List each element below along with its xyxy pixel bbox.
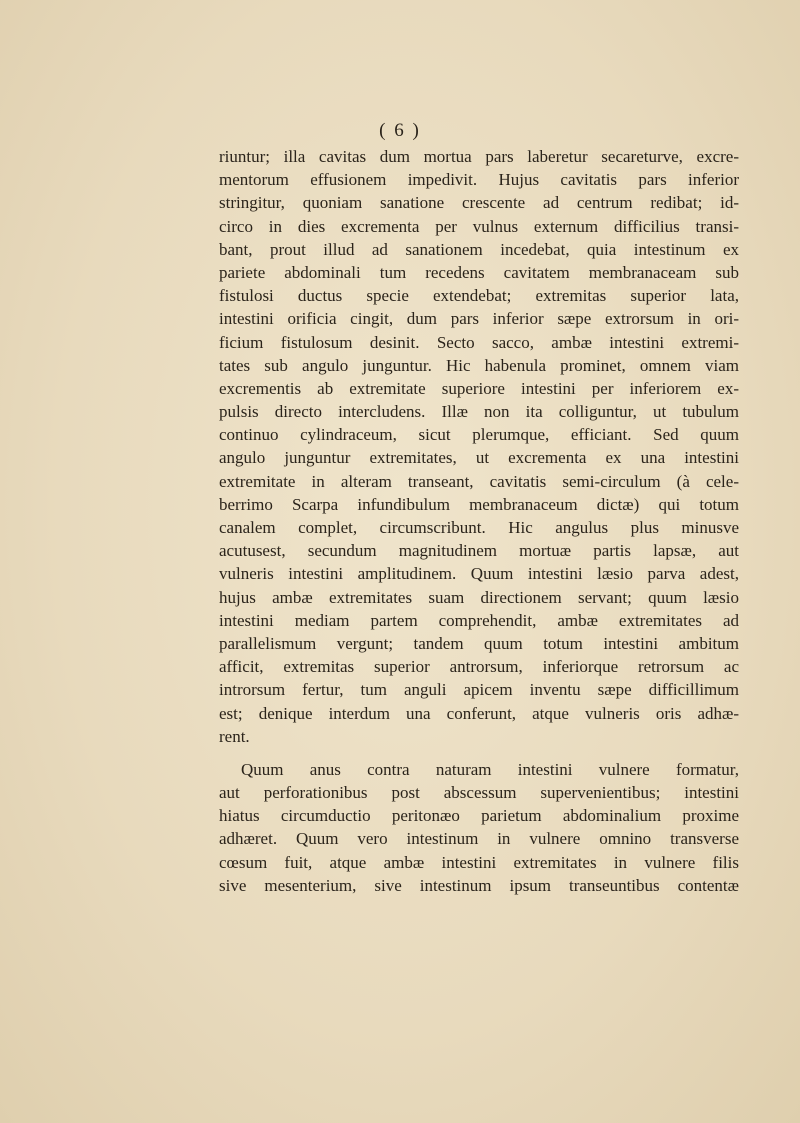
- text-line: pariete abdominali tum recedens cavitatem membranaceam sub: [219, 262, 739, 282]
- text-line: riuntur; illa cavitas dum mortua pars laberetur secareturve, excre-: [219, 147, 739, 166]
- text-line: continuo cylindraceum, sicut plerumque, efficiant. Sed quum: [219, 425, 739, 445]
- text-line: canalem complet, circumscribunt. Hic angulus plus minusve: [219, 518, 739, 537]
- text-line: parallelismum vergunt; tandem quum totum intestini ambitum: [219, 633, 739, 653]
- text-line: pulsis directo intercludens. Illæ non ita colliguntur, ut tubulum: [219, 402, 739, 422]
- text-line: afficit, extremitas superior antrorsum, inferiorque retrorsum ac: [219, 657, 739, 677]
- page-number: ( 6 ): [379, 120, 421, 141]
- paragraph-1: [219, 145, 739, 748]
- text-line: rent.: [219, 726, 250, 746]
- text-line: extremitate in alteram transeant, cavitatis semi-circulum (à cele-: [219, 471, 739, 491]
- text-line: aut perforationibus post abscessum supervenientibus; intestini: [219, 783, 739, 803]
- text-line: intestini mediam partem comprehendit, ambæ extremitates ad: [219, 610, 739, 630]
- text-line: angulo junguntur extremitates, ut excrementa ex una intestini: [219, 448, 739, 468]
- text-line: excrementis ab extremitate superiore intestini per inferiorem ex-: [219, 378, 739, 398]
- text-line: fistulosi ductus specie extendebat; extremitas superior lata,: [219, 286, 739, 306]
- text-line: Quum anus contra naturam intestini vulnere formatur,: [241, 759, 739, 779]
- text-line: mentorum effusionem impedivit. Hujus cavitatis pars inferior: [219, 170, 739, 190]
- paragraph-2: [219, 758, 739, 897]
- text-line: adhæret. Quum vero intestinum in vulnere omnino transverse: [219, 829, 739, 849]
- text-line: intestini orificia cingit, dum pars inferior sæpe extrorsum in ori-: [219, 309, 739, 329]
- text-line: acutusest, secundum magnitudinem mortuæ partis lapsæ, aut: [219, 541, 739, 561]
- text-line: hiatus circumductio peritonæo parietum abdominalium proxime: [219, 806, 739, 826]
- text-line: stringitur, quoniam sanatione crescente ad centrum redibat; id-: [219, 193, 739, 213]
- body-text: [219, 145, 739, 897]
- text-line: bant, prout illud ad sanationem incedebat, quia intestinum ex: [219, 239, 739, 259]
- text-line: hujus ambæ extremitates suam directionem servant; quum læsio: [219, 587, 739, 607]
- text-line: ficium fistulosum desinit. Secto sacco, ambæ intestini extremi-: [219, 332, 739, 352]
- text-line: berrimo Scarpa infundibulum membranaceum dictæ) qui totum: [219, 494, 739, 514]
- text-line: vulneris intestini amplitudinem. Quum intestini læsio parva adest,: [219, 564, 739, 584]
- text-line: tates sub angulo junguntur. Hic habenula prominet, omnem viam: [219, 355, 739, 375]
- text-line: circo in dies excrementa per vulnus externum difficilius transi-: [219, 216, 739, 236]
- text-line: cœsum fuit, atque ambæ intestini extremitates in vulnere filis: [219, 852, 739, 872]
- text-line: introrsum fertur, tum anguli apicem inventu sæpe difficillimum: [219, 680, 739, 700]
- text-line: est; denique interdum una conferunt, atque vulneris oris adhæ-: [219, 703, 739, 723]
- text-line: sive mesenterium, sive intestinum ipsum transeuntibus contentæ: [219, 875, 739, 895]
